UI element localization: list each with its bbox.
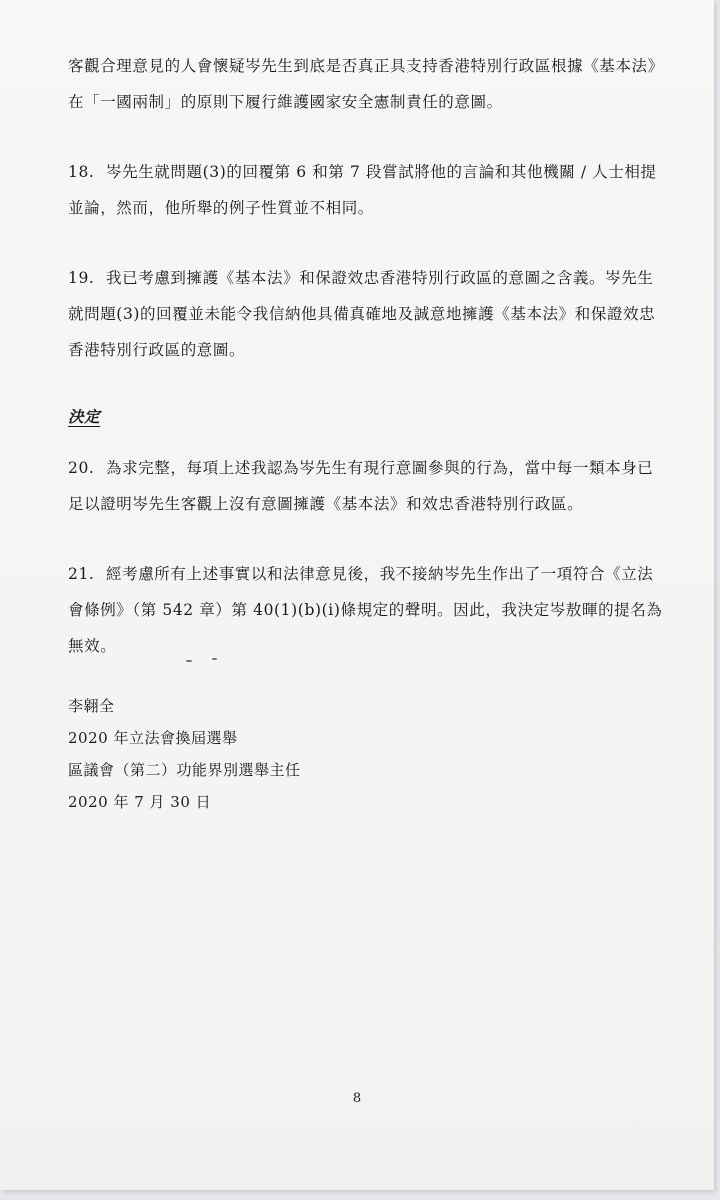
paragraph-number: 18. — [68, 163, 95, 181]
paragraph-text: 經考慮所有上述事實以和法律意見後，我不接納岑先生作出了一項符合《立法會條例》（第 542 章）第 40(1)(b)(i)條規定的聲明。因此，我決定岑敖暉的提名為無效。 — [68, 565, 663, 655]
paragraph-number: 20. — [68, 459, 95, 477]
signature-date: 2020 年 7 月 30 日 — [68, 793, 212, 811]
paragraph-21 — [68, 556, 668, 664]
paragraph-number: 19. — [68, 269, 95, 287]
paragraph-text: 岑先生就問題(3)的回覆第 6 和第 7 段嘗試將他的言論和其他機關 / 人士相提並論，然而，他所舉的例子性質並不相同。 — [68, 163, 657, 217]
signatory-title-election: 2020 年立法會換屆選舉 — [68, 729, 238, 747]
intro-paragraph — [68, 48, 668, 120]
signatory-name: 李翱全 — [68, 697, 115, 715]
signatory-title-officer: 區議會（第二）功能界別選舉主任 — [68, 761, 301, 779]
page-number: 8 — [352, 1091, 362, 1106]
paragraph-text: 為求完整，每項上述我認為岑先生有現行意圖參與的行為，當中每一類本身已足以證明岑先生客觀上沒有意圖擁護《基本法》和效忠香港特別行政區。 — [68, 459, 654, 513]
signature-block — [68, 690, 301, 818]
paragraph-18 — [68, 154, 668, 226]
scan-speck — [212, 658, 217, 660]
scan-speck — [186, 660, 192, 662]
document-body — [68, 48, 668, 698]
intro-paragraph-text: 客觀合理意見的人會懷疑岑先生到底是否真正具支持香港特別行政區根據《基本法》在「一國兩制」的原則下履行維護國家安全憲制責任的意圖。 — [68, 57, 664, 111]
paragraph-19 — [68, 260, 668, 368]
paragraph-number: 21. — [68, 565, 95, 583]
section-heading-decision: 決定 — [68, 407, 101, 426]
paragraph-20 — [68, 450, 668, 522]
paragraph-text: 我已考慮到擁護《基本法》和保證效忠香港特別行政區的意圖之含義。岑先生就問題(3)的回覆並未能令我信納他具備真確地及誠意地擁護《基本法》和保證效忠香港特別行政區的意圖。 — [68, 269, 656, 359]
